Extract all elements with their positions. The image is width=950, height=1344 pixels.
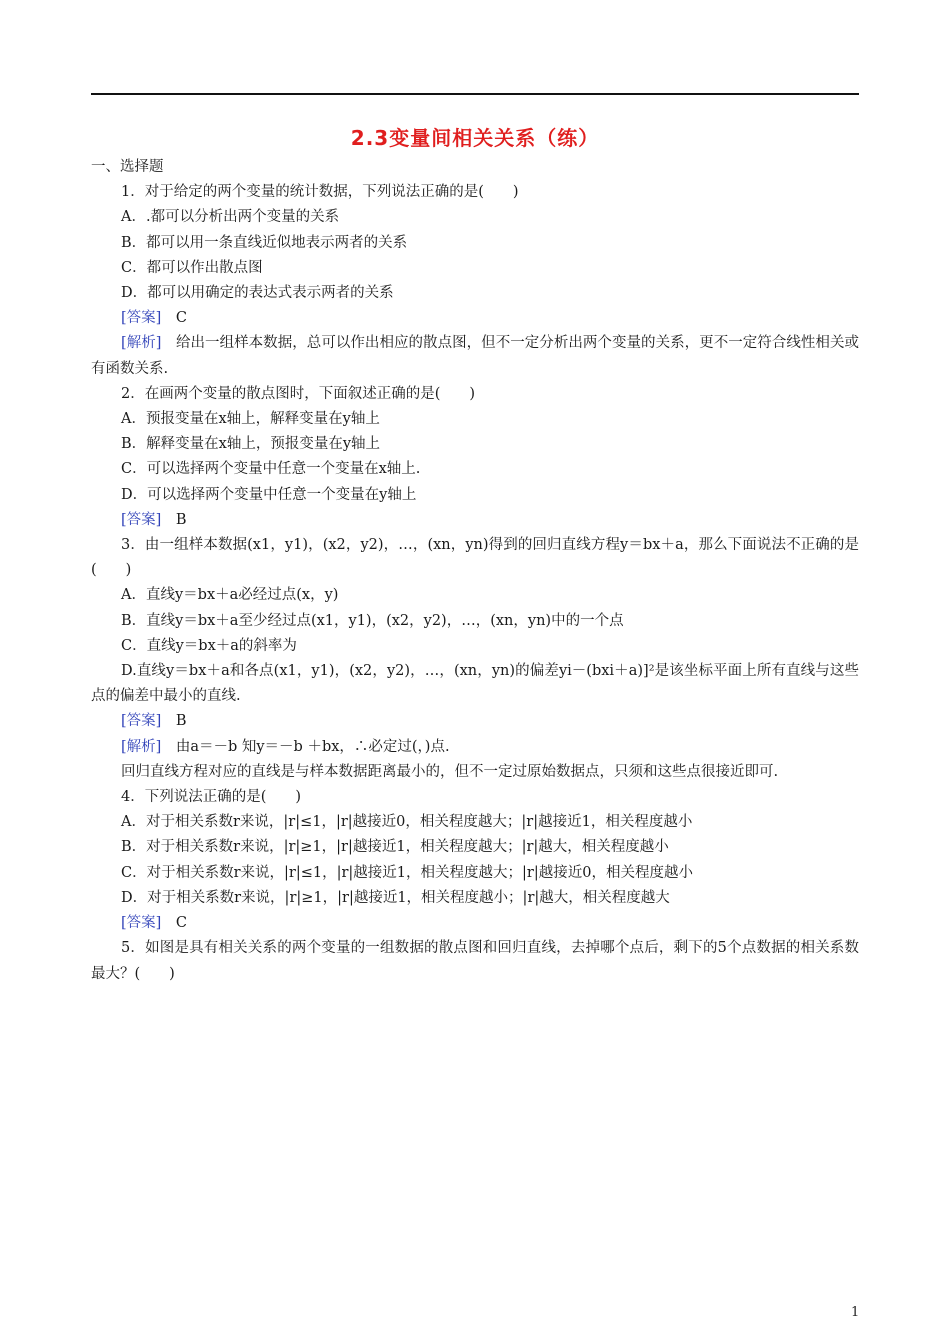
q3-answer: [91, 709, 859, 734]
q2-option-d: D．可以选择两个变量中任意一个变量在y轴上: [121, 486, 417, 503]
answer-tag: [答案]: [121, 511, 162, 528]
q3-option-b: B．直线y＝bx＋a至少经过点(x1，y1)，(x2，y2)，…，(xn，yn)中的一个点: [121, 612, 624, 629]
answer-value: C: [161, 310, 187, 327]
q3-analysis-extra: 回归直线方程对应的直线是与样本数据距离最小的，但不一定过原始数据点，只须和这些点很接近即可.: [121, 763, 779, 780]
document-body: [91, 155, 859, 987]
analysis-text: 给出一组样本数据，总可以作出相应的散点图，但不一定分析出两个变量的关系，更不一定符合线性相关或有函数关系.: [91, 335, 859, 377]
answer-value: C: [161, 915, 187, 932]
q5-stem: 5．如图是具有相关关系的两个变量的一组数据的散点图和回归直线，去掉哪个点后，剩下的5个点数据的相关系数最大？( ): [91, 940, 859, 982]
page-title: 2.3变量间相关关系（练）: [350, 126, 600, 150]
analysis-tag: [解析]: [121, 335, 162, 352]
q1-option-d: D．都可以用确定的表达式表示两者的关系: [121, 285, 394, 302]
q1-option-a: A．.都可以分析出两个变量的关系: [121, 209, 340, 226]
q2-stem: 2．在画两个变量的散点图时，下面叙述正确的是( ): [121, 385, 476, 402]
q4-option-c: C．对于相关系数r来说，|r|≤1，|r|越接近1，相关程度越大；|r|越接近0，相关程度越小: [121, 864, 693, 881]
q1-answer: [91, 306, 859, 331]
analysis-text: 由a＝－b 知y＝－b ＋bx，∴必定过(，)点.: [161, 738, 450, 755]
q3-option-d: D.直线y＝bx＋a和各点(x1，y1)，(x2，y2)，…，(xn，yn)的偏差yi－(bxi＋a)]²是该坐标平面上所有直线与这些点的偏差中最小的直线.: [91, 663, 859, 705]
page-number: 1: [851, 1305, 860, 1320]
header-rule: [91, 93, 859, 95]
q2-answer: [91, 508, 859, 533]
q4-answer: [91, 911, 859, 936]
answer-tag: [答案]: [121, 310, 162, 327]
q2-option-b: B．解释变量在x轴上，预报变量在y轴上: [121, 436, 381, 453]
answer-tag: [答案]: [121, 915, 162, 932]
answer-value: B: [161, 713, 187, 730]
q1-stem: 1．对于给定的两个变量的统计数据，下列说法正确的是( ): [121, 184, 519, 201]
q3-option-c: C．直线y＝bx＋a的斜率为: [121, 637, 297, 654]
answer-value: B: [161, 511, 187, 528]
analysis-tag: [解析]: [121, 738, 162, 755]
q1-option-c: C．都可以作出散点图: [121, 259, 263, 276]
q4-stem: 4．下列说法正确的是( ): [121, 789, 302, 806]
answer-tag: [答案]: [121, 713, 162, 730]
q3-option-a: A．直线y＝bx＋a必经过点(x，y): [121, 587, 339, 604]
q2-option-c: C．可以选择两个变量中任意一个变量在x轴上.: [121, 461, 421, 478]
q4-option-d: D．对于相关系数r来说，|r|≥1，|r|越接近1，相关程度越小；|r|越大，相关程度越大: [121, 889, 670, 906]
q3-stem: 3．由一组样本数据(x1，y1)，(x2，y2)，…，(xn，yn)得到的回归直线方程y＝bx＋a，那么下面说法不正确的是( ): [91, 537, 859, 579]
q1-analysis: [91, 331, 859, 381]
q2-option-a: A．预报变量在x轴上，解释变量在y轴上: [121, 411, 380, 428]
q1-option-b: B．都可以用一条直线近似地表示两者的关系: [121, 234, 408, 251]
q3-analysis: [91, 735, 859, 760]
section-heading: 一、选择题: [91, 159, 164, 175]
q4-option-a: A．对于相关系数r来说，|r|≤1，|r|越接近0，相关程度越大；|r|越接近1，相关程度越小: [121, 814, 693, 831]
q4-option-b: B．对于相关系数r来说，|r|≥1，|r|越接近1，相关程度越大；|r|越大，相关程度越小: [121, 839, 669, 856]
